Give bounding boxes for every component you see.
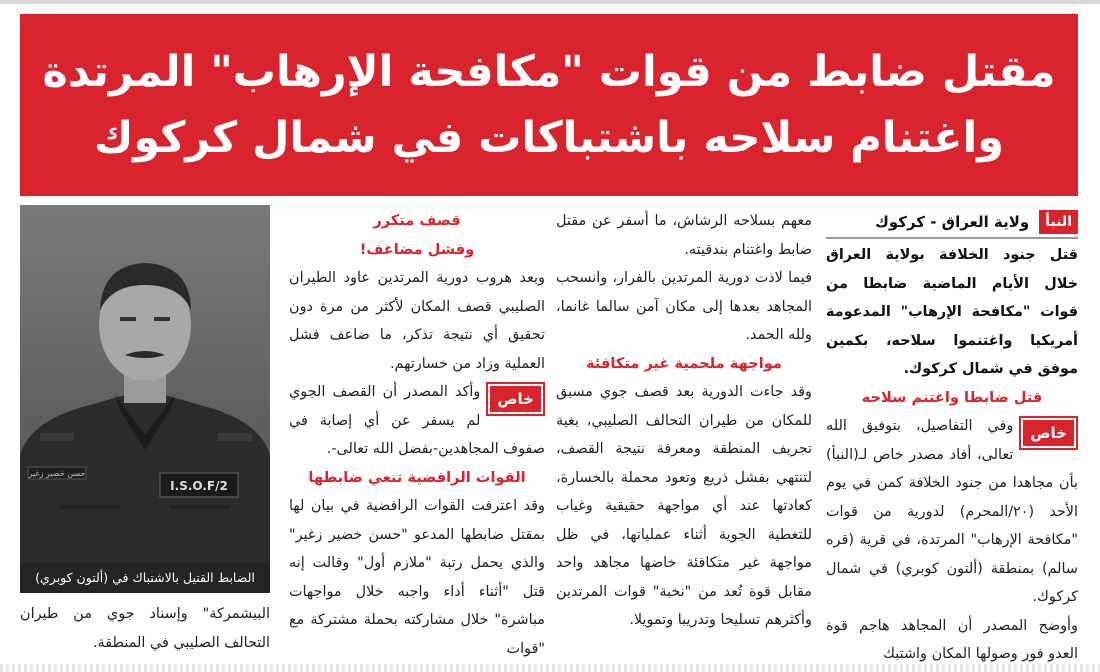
subhead-repeated-bombing: قصف متكرر	[373, 212, 461, 229]
paragraph-continued: معهم بسلاحه الرشاش، ما أسفر عن مقتل ضابط واغتنام بندقيته.	[556, 213, 812, 258]
exclusive-badge-label: خاص	[490, 386, 541, 412]
subhead-forces-mourn-officer: القوات الرافضية تنعي ضابطها	[308, 468, 526, 486]
paragraph-bombing: وبعد هروب دورية المرتدين عاود الطيران الصليبي قصف المكان لأكثر من مرة دون تحقيق أي نتيجة تذكر، ما ضاعف فشل العملية وزاد من خسارتهم.	[289, 270, 545, 372]
source-line	[826, 207, 1078, 239]
headline-line-1: مقتل ضابط من قوات "مكافحة الإرهاب" المرتدة	[42, 47, 1056, 97]
officer-photo	[20, 205, 270, 593]
bottom-divider	[0, 664, 1100, 672]
subhead-unequal-confrontation: مواجهة ملحمية غير متكافئة	[586, 354, 782, 372]
paragraph-statement: وقد اعترفت القوات الرافضية في بيان لها بمقتل ضابطها المدعو "حسن خضير زغير" والذي يحمل رتبة "ملازم أول" وقالت إنه قتل "أثناء أداء واجبه خلال مواجهات مباشرة" خلال مشاركته بحملة مشتركة مع "قوات	[289, 498, 545, 657]
exclusive-badge-2	[486, 382, 545, 416]
paragraph-details: وفي التفاصيل، بتوفيق الله تعالى، أفاد مصدر خاص لـ(النبأ) بأن مجاهدا من جنود الخلافة كمن في يوم الأحد (٢٠/المحرم) لدورية من قوات "مكافحة الإرهاب" المرتدة، في قرية (قره سالم) بمنطقة (ألتون كوبري) في شمال كركوك.	[826, 418, 1079, 605]
photo-caption: الضابط القتيل بالاشتباك في (ألتون كوبري)	[20, 563, 270, 593]
article-column-2	[556, 207, 812, 635]
unit-patch-text: I.S.O.F/2	[170, 479, 228, 493]
headline-line-2: واغتنام سلاحه باشتباكات في شمال كركوك	[93, 113, 1004, 163]
lead-paragraph: قتل جنود الخلافة بولاية العراق خلال الأيام الماضية ضابطا من قوات "مكافحة الإرهاب" المدعومة أمريكيا واغتنموا سلاحه، بكمين موفق في شمال كركوك.	[826, 247, 1078, 377]
subhead-double-failure: وفشل مضاعف!	[359, 240, 475, 258]
paragraph-peshmerga: البيشمركة" وإسناد جوي من طيران التحالف الصليبي في المنطقة.	[20, 606, 270, 651]
article-column-4	[20, 600, 270, 657]
exclusive-badge-label: خاص	[1023, 420, 1074, 446]
paragraph-patrol-fled: فيما لاذت دورية المرتدين بالفرار، وانسحب المجاهد بعدها إلى مكان آمن سالما غانما، ولله الحمد.	[556, 270, 812, 343]
source-location: ولاية العراق - كركوك	[875, 212, 1030, 231]
top-divider	[0, 0, 1100, 4]
paragraph-no-casualties: وأكد المصدر أن القصف الجوي لم يسفر عن أي إصابة في صفوف المجاهدين-بفضل الله تعالى-.	[289, 384, 545, 457]
subhead-killed-officer: قتل ضابطا واغتنم سلاحه	[861, 388, 1043, 406]
article-column-3	[289, 207, 545, 663]
headline-banner	[20, 14, 1078, 196]
exclusive-badge-1	[1019, 416, 1078, 450]
paragraph-source-explained: وأوضح المصدر أن المجاهد هاجم قوة العدو فور وصولها المكان واشتبك	[826, 617, 1078, 662]
officer-portrait-icon	[20, 205, 270, 593]
article-column-1	[826, 207, 1078, 669]
name-tag-text: حسن خضير زغير	[28, 469, 86, 478]
paragraph-airstrike: وقد جاءت الدورية بعد قصف جوي مسبق للمكان من طيران التحالف الصليبي، بغية تجريف المنطقة ومعرفة نتيجة القصف، لتنتهي بفشل ذريع وتعود محملة بالخسارة، كعادتها عند أي مواجهة حقيقية وغياب للتغطية الجوية أثناء عملياتها، في ظل مواجهة غير متكافئة خاضها مجاهد واحد مقابل قوة تُعد من "نخبة" قوات المرتدين وأكثرهم تسليحا وتدريبا وتمويلا.	[556, 384, 812, 628]
source-tag: النبأ	[1039, 210, 1078, 234]
